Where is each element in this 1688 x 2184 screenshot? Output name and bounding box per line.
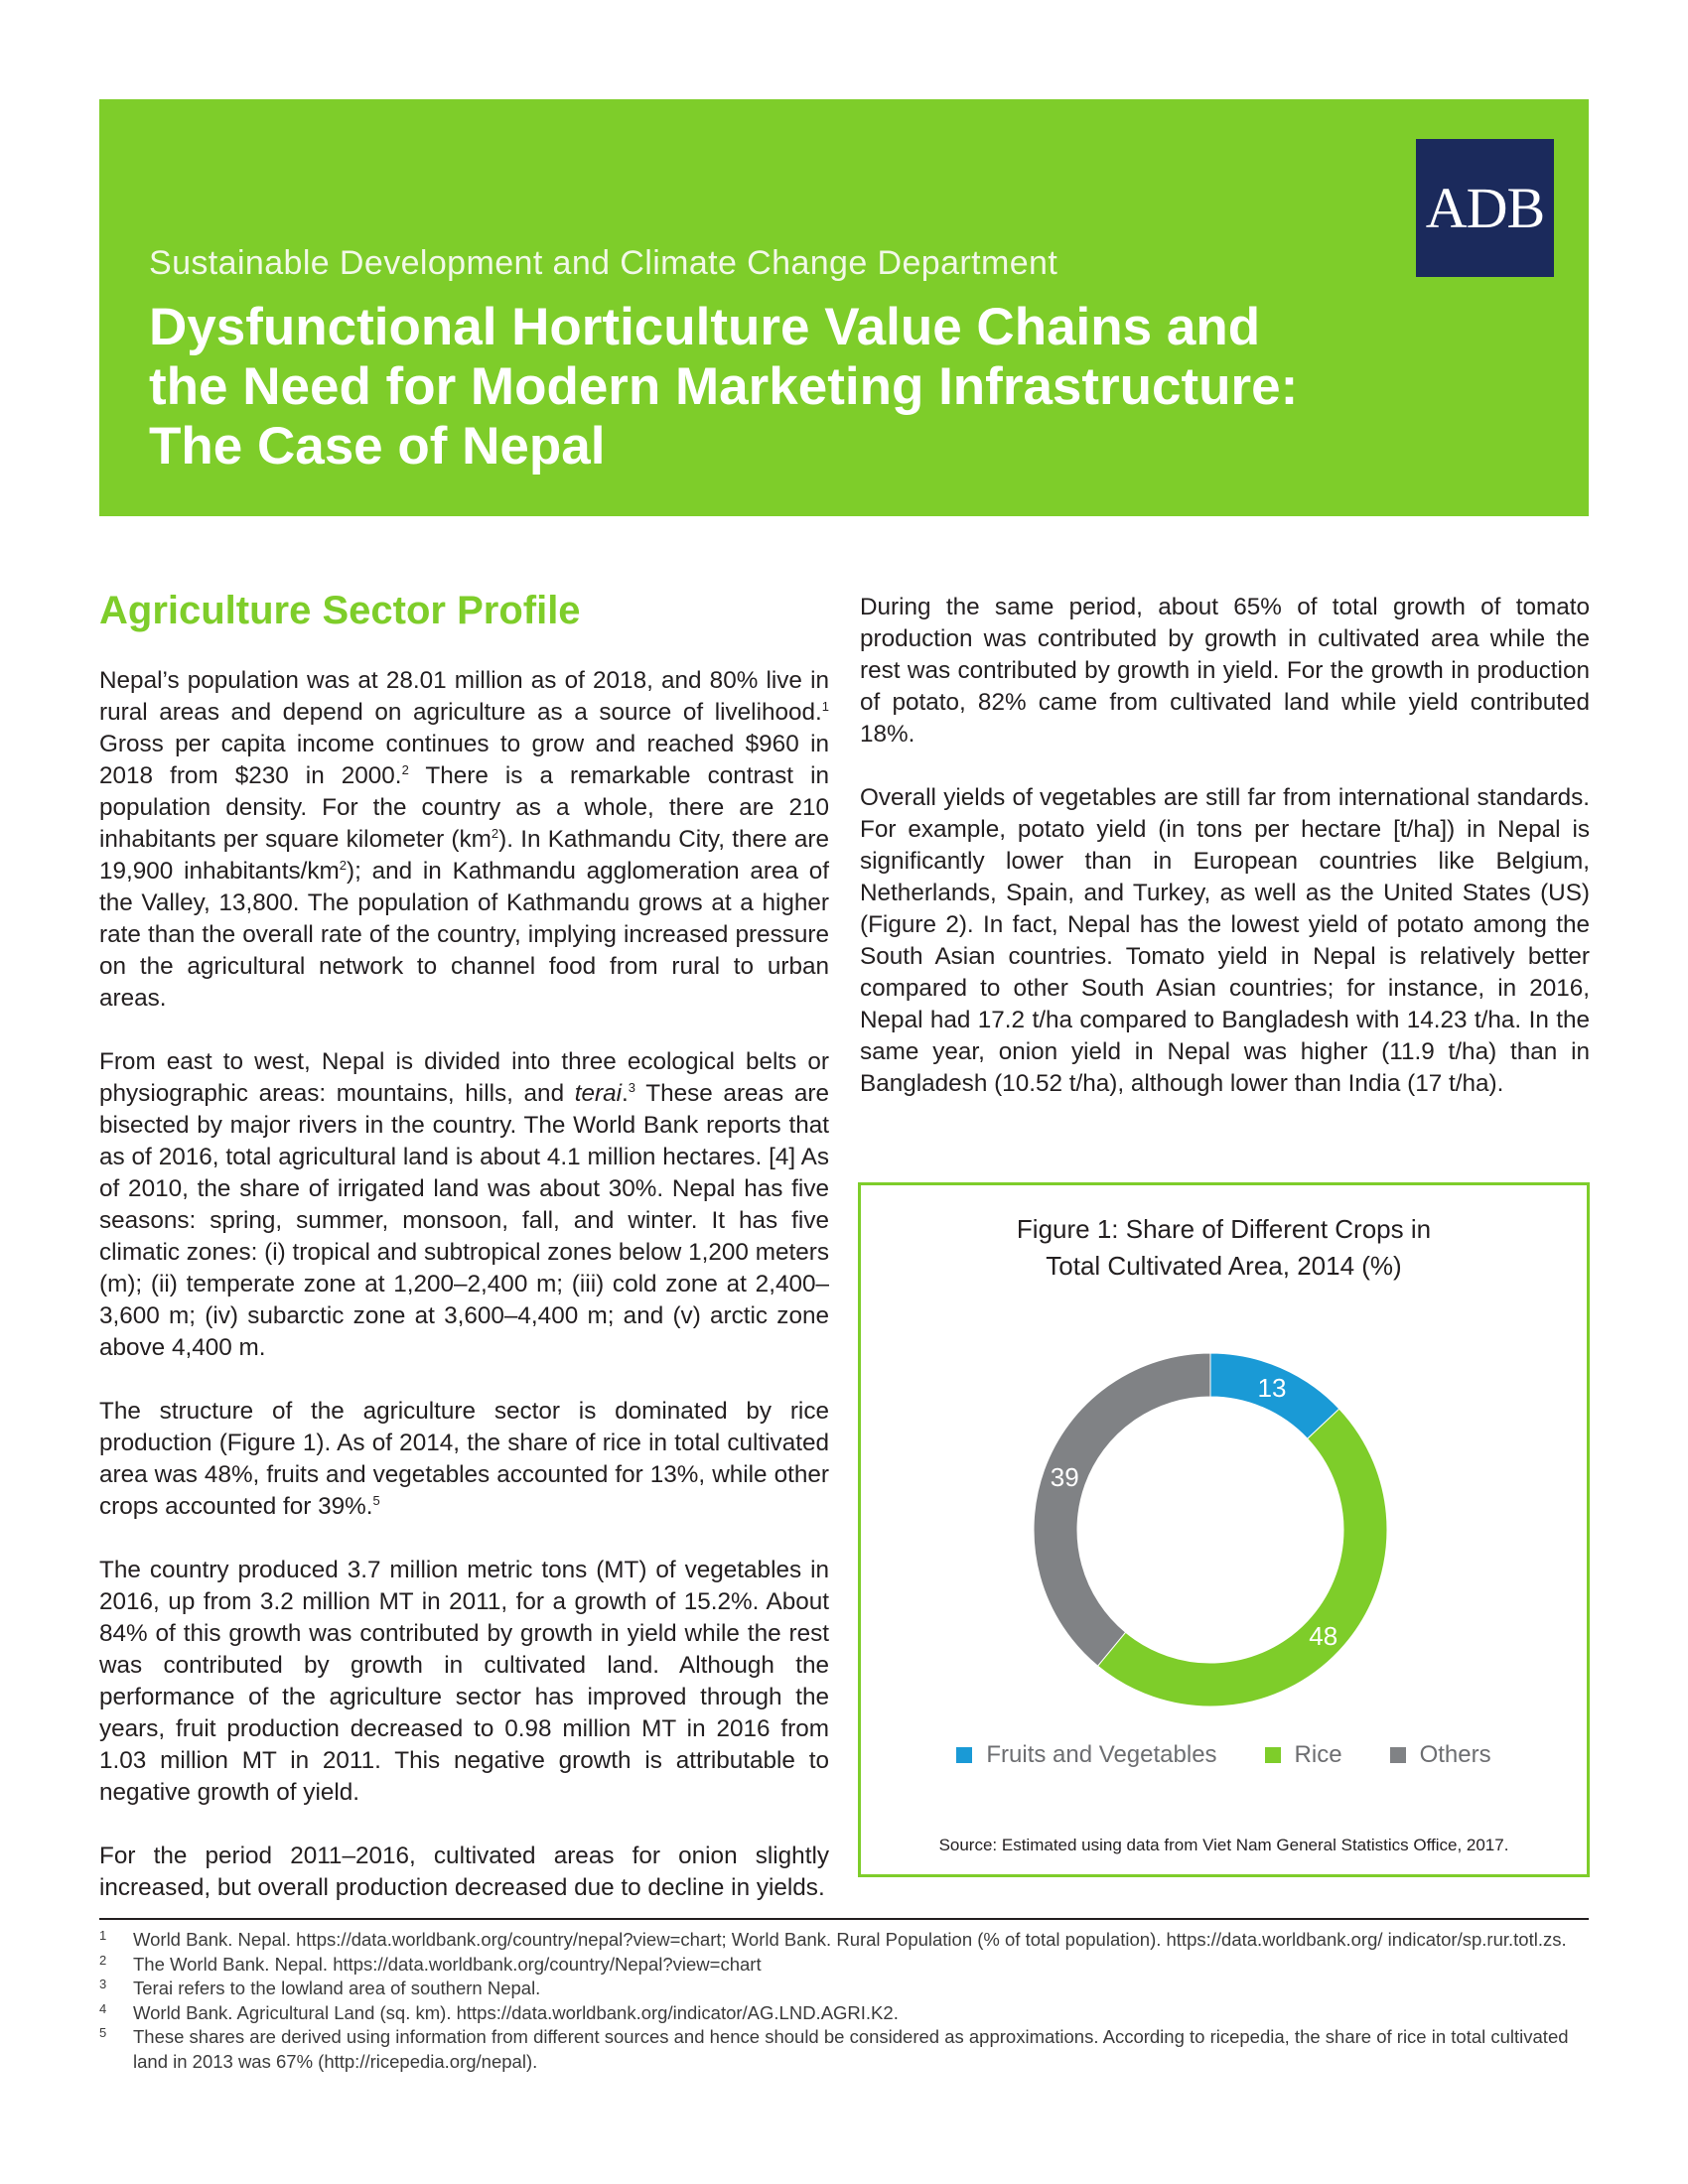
footnote bbox=[99, 2001, 1589, 2026]
legend-item bbox=[1265, 1741, 1342, 1769]
footnote-text: These shares are derived using information from different sources and hence should be considered as approximations. According to ricepedia, the share of rice in total cultivated land in 2013 was 67% (http://ricepedia.org/nepal). bbox=[133, 2026, 1569, 2072]
footnote bbox=[99, 1953, 1589, 1978]
footnote-text: The World Bank. Nepal. https://data.worldbank.org/country/Nepal?view=chart bbox=[133, 1953, 762, 1975]
legend-item bbox=[956, 1741, 1216, 1769]
legend-swatch bbox=[1265, 1747, 1281, 1763]
left-column bbox=[99, 586, 829, 1904]
paragraph: From east to west, Nepal is divided into three ecological belts or physiographic areas: mountains, hills, and terai.$^3$ These areas are bisected by major rivers in the country. The World Bank reports that as of 2016, total agricultural land is about 4.1 million hectares. [4] As of 2010, the share of irrigated land was about 30%. Nepal has five seasons: spring, summer, monsoon, fall, and winter. It has five climatic zones: (i) tropical and subtropical zones below 1,200 meters (m); (ii) temperate zone at 1,200–2,400 m; (iii) cold zone at 2,400–3,600 m; (iv) subarctic zone at 3,600–4,400 m; and (v) arctic zone above 4,400 m. bbox=[99, 1048, 829, 1361]
footnote-ref[interactable]: 3 bbox=[628, 1079, 636, 1095]
footnote bbox=[99, 1928, 1589, 1953]
slice-rice bbox=[1098, 1409, 1387, 1706]
slice-label-fruits-and-vegetables: 13 bbox=[1257, 1372, 1287, 1403]
italic-term: terai bbox=[574, 1080, 623, 1107]
footnote-divider bbox=[99, 1918, 1589, 1920]
superscript: 2 bbox=[339, 857, 347, 873]
legend-swatch bbox=[1390, 1747, 1406, 1763]
footnote-number: 4 bbox=[99, 2000, 107, 2016]
figure-source: Source: Estimated using data from Viet Nam General Statistics Office, 2017. bbox=[938, 1836, 1509, 1854]
slice-label-others: 39 bbox=[1050, 1462, 1079, 1493]
right-column bbox=[860, 592, 1590, 1132]
footnote-text: World Bank. Agricultural Land (sq. km). https://data.worldbank.org/indicator/AG.LND.AGRI.K2. bbox=[133, 2001, 899, 2023]
legend-label: Others bbox=[1419, 1741, 1491, 1768]
footnote-number: 2 bbox=[99, 1952, 107, 1968]
page-title bbox=[149, 298, 1410, 477]
figure-1-box bbox=[858, 1182, 1590, 1877]
footnote-number: 1 bbox=[99, 1928, 107, 1943]
figure-title-line: Total Cultivated Area, 2014 (%) bbox=[1046, 1251, 1402, 1281]
superscript: 2 bbox=[491, 825, 499, 841]
footnote-number: 3 bbox=[99, 1977, 107, 1991]
title-line: The Case of Nepal bbox=[149, 417, 606, 476]
legend-label: Fruits and Vegetables bbox=[986, 1741, 1217, 1768]
paragraph: The country produced 3.7 million metric tons (MT) of vegetables in 2016, up from 3.2 million MT in 2011, for a growth of 15.2%. About 84% of this growth was contributed by growth in yield while the rest was contributed by growth in cultivated land. Although the performance of the agriculture sector has improved through the years, fruit production decreased to 0.98 million MT in 2016 from 1.03 million MT in 2011. This negative growth is attributable to negative growth of yield. bbox=[99, 1557, 829, 1806]
footnote-text: Terai refers to the lowland area of southern Nepal. bbox=[133, 1978, 541, 1998]
footnote bbox=[99, 1977, 1589, 2001]
legend-swatch bbox=[956, 1747, 972, 1763]
footnotes bbox=[99, 1928, 1589, 2074]
footnote-ref[interactable]: 1 bbox=[821, 698, 829, 714]
paragraph: During the same period, about 65% of total growth of tomato production was contributed by growth in cultivated area while the rest was contributed by growth in yield. For the growth in production of potato, 82% came from cultivated land while yield contributed 18%. bbox=[860, 594, 1590, 748]
slice-label-rice: 48 bbox=[1309, 1620, 1338, 1651]
paragraph: The structure of the agriculture sector is dominated by rice production (Figure 1). As of 2014, the share of rice in total cultivated area was 48%, fruits and vegetables accounted for 13%, while other crops accounted for 39%.$^5$ bbox=[99, 1398, 829, 1520]
legend-label: Rice bbox=[1294, 1741, 1342, 1768]
footnote bbox=[99, 2025, 1589, 2074]
title-line: Dysfunctional Horticulture Value Chains and bbox=[149, 298, 1261, 356]
paragraph: Nepal’s population was at 28.01 million as of 2018, and 80% live in rural areas and depend on agriculture as a source of livelihood.$^1$ Gross per capita income continues to grow and reached $960 in 2018 from $230 in 2000.$^2$ There is a remarkable contrast in population density. For the country as a whole, there are 210 inhabitants per square kilometer $(km^2)$. In Kathmandu City, there are 19,900 inhabitants/$km^2$); and in Kathmandu agglomeration area of the Valley, 13,800. The population of Kathmandu grows at a higher rate than the overall rate of the country, implying increased pressure on the agricultural network to channel food from rural to urban areas. bbox=[99, 667, 830, 1012]
section-heading: Agriculture Sector Profile bbox=[99, 589, 581, 632]
title-line: the Need for Modern Marketing Infrastructure: bbox=[149, 357, 1299, 416]
footnote-ref[interactable]: 2 bbox=[401, 761, 409, 777]
legend-item bbox=[1390, 1741, 1491, 1769]
footnote-text: World Bank. Nepal. https://data.worldbank.org/country/nepal?view=chart; World Bank. Rural Population (% of total population). https://data.worldbank.org/ indicator/sp.rur.totl.zs. bbox=[133, 1929, 1567, 1950]
donut-chart bbox=[861, 1185, 1587, 1874]
figure-title-line: Figure 1: Share of Different Crops in bbox=[1016, 1214, 1432, 1244]
chart-legend bbox=[861, 1741, 1587, 1769]
adb-logo: ADB bbox=[1416, 139, 1554, 277]
title-banner bbox=[99, 99, 1589, 516]
department-name: Sustainable Development and Climate Change Department bbox=[149, 244, 1058, 282]
footnote-ref[interactable]: 5 bbox=[372, 1492, 380, 1508]
paragraph: For the period 2011–2016, cultivated areas for onion slightly increased, but overall production decreased due to decline in yields. bbox=[99, 1843, 829, 1901]
footnote-number: 5 bbox=[99, 2025, 107, 2040]
slice-others bbox=[1034, 1353, 1210, 1666]
paragraph: Overall yields of vegetables are still far from international standards. For example, potato yield (in tons per hectare [t/ha]) in Nepal is significantly lower than in European countries like Belgium, Netherlands, Spain, and Turkey, as well as the United States (US) (Figure 2). In fact, Nepal has the lowest yield of potato among the South Asian countries. Tomato yield in Nepal is relatively better compared to other South Asian countries; for instance, in 2016, Nepal had 17.2 t/ha compared to Bangladesh with 14.23 t/ha. In the same year, onion yield in Nepal was higher (11.9 t/ha) than in Bangladesh (10.52 t/ha), although lower than India (17 t/ha). bbox=[860, 784, 1590, 1097]
